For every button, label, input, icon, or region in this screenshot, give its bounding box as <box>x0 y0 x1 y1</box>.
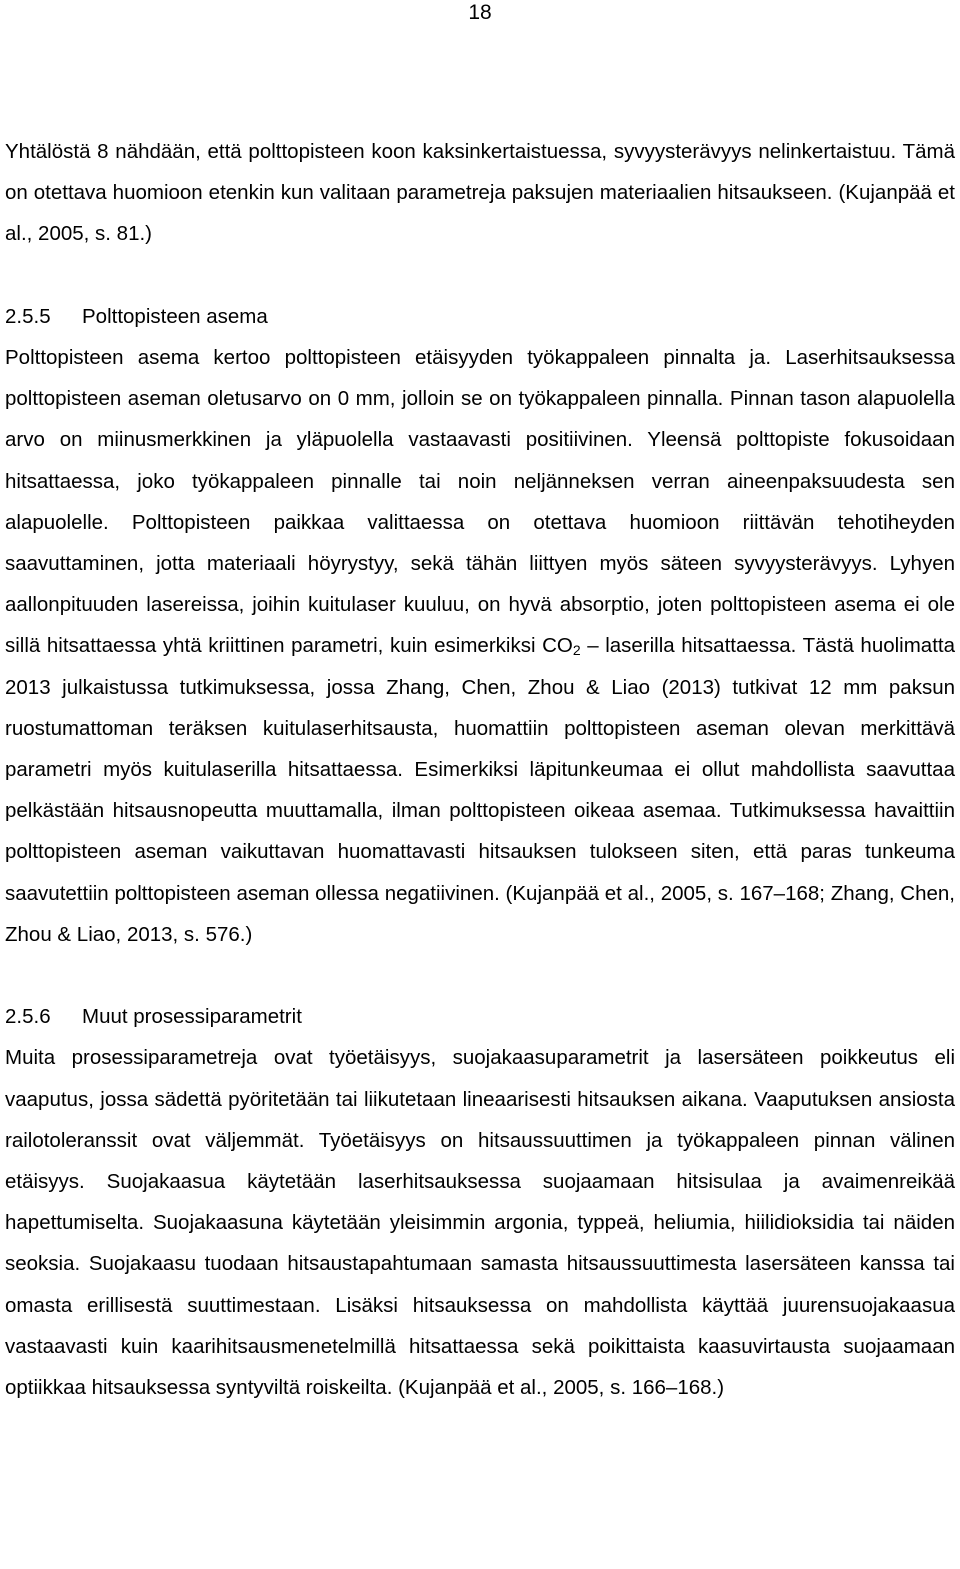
paragraph-depth-of-field: Yhtälöstä 8 nähdään, että polttopisteen koon kaksinkertaistuessa, syvyysterävyys nelinkertaistuu. Tämä on otettava huomioon etenkin kun valitaan parametreja paksujen materiaalien hitsaukseen. (Kujanpää et al., 2005, s. 81.) <box>5 140 955 246</box>
spacer <box>5 255 955 296</box>
section-number: 2.5.6 <box>5 1005 51 1029</box>
paragraph-text: Polttopisteen asema kertoo polttopisteen etäisyyden työkappaleen pinnalta ja. Laserhitsauksessa polttopisteen aseman oletusarvo on 0 mm, jolloin se on työkappaleen pinnalla. Pinnan tason alapuolella arvo on miinusmerkkinen ja yläpuolella vastaavasti positiivinen. Yleensä polttopiste fokusoidaan hitsattaessa, joko työkappaleen pinnalle tai noin neljänneksen verran aineenpaksuudesta sen alapuolelle. Polttopisteen paikkaa valittaessa on otettava huomioon riittävän tehotiheyden saavuttaminen, jotta materiaali höyrystyy, sekä tähän liittyen myös säteen syvyysterävyys. Lyhyen aallonpituuden lasereissa, joihin kuitulaser kuuluu, on hyvä absorptio, joten polttopisteen asema ei ole sillä hitsattaessa yhtä kriittinen parametri, kuin esimerkiksi CO <box>5 346 955 658</box>
document-body <box>5 131 955 1408</box>
section-title: Polttopisteen asema <box>82 304 268 328</box>
paragraph-text: – laserilla hitsattaessa. Tästä huolimatta 2013 julkaistussa tutkimuksessa, jossa Zhang, Chen, Zhou & Liao (2013) tutkivat 12 mm paksun ruostumattoman teräksen kuitulaserhitsausta, huomattiin polttopisteen aseman olevan merkittävä parametri myös kuitulaserilla hitsattaessa. Esimerkiksi läpitunkeumaa ei ollut mahdollista saavuttaa pelkästään hitsausnopeutta muuttamalla, ilman polttopisteen oikeaa asemaa. Tutkimuksessa havaittiin polttopisteen aseman vaikuttavan huomattavasti hitsauksen tulokseen siten, että paras tunkeuma saavutettiin polttopisteen aseman ollessa negatiivinen. (Kujanpää et al., 2005, s. 167–168; Zhang, Chen, Zhou & Liao, 2013, s. 576.) <box>5 634 955 946</box>
spacer <box>5 955 955 996</box>
section-heading-other-parameters <box>5 996 955 1037</box>
paragraph-focal-position <box>5 337 955 955</box>
page-number: 18 <box>468 1 492 24</box>
paragraph-other-parameters: Muita prosessiparametreja ovat työetäisyys, suojakaasuparametrit ja lasersäteen poikkeutus eli vaaputus, jossa sädettä pyöritetään tai liikutetaan lineaarisesti hitsauksen aikana. Vaaputuksen ansiosta railotoleranssit ovat väljemmät. Työetäisyys on hitsaussuuttimen ja työkappaleen pinnan välinen etäisyys. Suojakaasua käytetään laserhitsauksessa suojaamaan hitsisulaa ja avaimenreikää hapettumiselta. Suojakaasuna käytetään yleisimmin argonia, typpeä, heliumia, hiilidioksidia tai näiden seoksia. Suojakaasu tuodaan hitsaustapahtumaan samasta hitsaussuuttimesta lasersäteen kanssa tai omasta erillisestä suuttimestaan. Lisäksi hitsauksessa on mahdollista käyttää juurensuojakaasua vastaavasti kuin kaarihitsausmenetelmillä hitsattaessa sekä poikittaista kaasuvirtausta suojaamaan optiikkaa hitsauksessa syntyviltä roiskeilta. (Kujanpää et al., 2005, s. 166–168.) <box>5 1046 955 1400</box>
section-number: 2.5.5 <box>5 304 51 328</box>
subscript: 2 <box>572 642 581 659</box>
section-heading-focal-position <box>5 296 955 337</box>
section-title: Muut prosessiparametrit <box>82 1005 302 1029</box>
